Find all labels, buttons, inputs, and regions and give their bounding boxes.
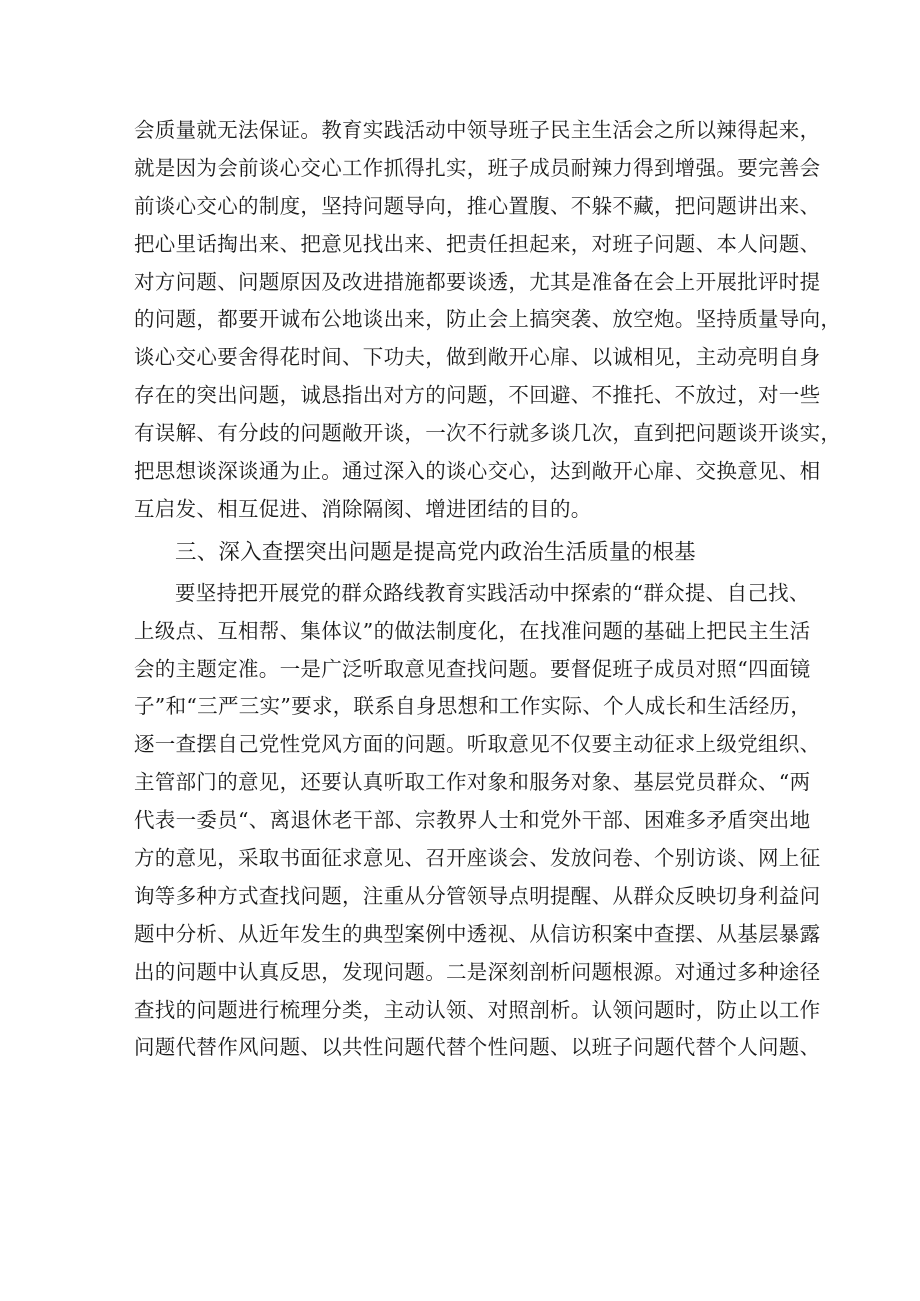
text-line: 的问题，都要开诚布公地谈出来，防止会上搞突袭、放空炮。坚持质量导向，	[134, 307, 842, 332]
text-line: 询等多种方式查找问题，注重从分管领导点明提醒、从群众反映切身利益问	[134, 883, 821, 908]
section-heading: 三、深入查摆突出问题是提高党内政治生活质量的根基	[175, 539, 696, 565]
text-line: 把心里话掏出来、把意见找出来、把责任担起来，对班子问题、本人问题、	[134, 231, 821, 256]
text-line: 出的问题中认真反思，发现问题。二是深刻剖析问题根源。对通过多种途径	[134, 959, 821, 984]
text-line: 查找的问题进行梳理分类，主动认领、对照剖析。认领问题时，防止以工作	[134, 997, 821, 1022]
document-page	[134, 112, 842, 1067]
text-line: 会质量就无法保证。教育实践活动中领导班子民主生活会之所以辣得起来，	[134, 118, 821, 142]
text-line: 互启发、相互促进、消除隔阂、增进团结的目的。	[134, 496, 592, 521]
paragraph-talk-heart-to-heart	[134, 112, 842, 529]
paragraph-find-problems	[134, 575, 821, 1068]
text-line: 题中分析、从近年发生的典型案例中透视、从信访积案中查摆、从基层暴露	[134, 921, 821, 946]
text-line: 问题代替作风问题、以共性问题代替个性问题、以班子问题代替个人问题、	[134, 1035, 821, 1060]
text-line: 谈心交心要舍得花时间、下功夫，做到敞开心扉、以诚相见，主动亮明自身	[134, 345, 821, 370]
text-line: 主管部门的意见，还要认真听取工作对象和服务对象、基层党员群众、“两	[134, 770, 811, 795]
text-line: 逐一查摆自己党性党风方面的问题。听取意见不仅要主动征求上级党组织、	[134, 732, 821, 757]
text-line: 要坚持把开展党的群众路线教育实践活动中探索的“群众提、自己找、	[175, 580, 810, 605]
text-line: 方的意见，采取书面征求意见、召开座谈会、发放问卷、个别访谈、网上征	[134, 846, 821, 871]
text-line: 就是因为会前谈心交心工作抓得扎实，班子成员耐辣力得到增强。要完善会	[134, 155, 821, 180]
text-line: 前谈心交心的制度，坚持问题导向，推心置腹、不躲不藏，把问题讲出来、	[134, 193, 821, 218]
text-line: 对方问题、问题原因及改进措施都要谈透，尤其是准备在会上开展批评时提	[134, 269, 821, 294]
text-line: 代表一委员“、离退休老干部、宗教界人士和党外干部、困难多矛盾突出地	[134, 808, 811, 833]
text-line: 会的主题定准。一是广泛听取意见查找问题。要督促班子成员对照“四面镜	[134, 656, 811, 681]
text-line: 上级点、互相帮、集体议”的做法制度化，在找准问题的基础上把民主生活	[134, 618, 811, 643]
text-line: 把思想谈深谈通为止。通过深入的谈心交心，达到敞开心扉、交换意见、相	[134, 459, 821, 484]
text-line: 存在的突出问题，诚恳指出对方的问题，不回避、不推托、不放过，对一些	[134, 383, 821, 408]
text-line: 子”和“三严三实”要求，联系自身思想和工作实际、个人成长和生活经历，	[134, 694, 812, 719]
text-line: 有误解、有分歧的问题敞开谈，一次不行就多谈几次，直到把问题谈开谈实，	[134, 421, 842, 446]
